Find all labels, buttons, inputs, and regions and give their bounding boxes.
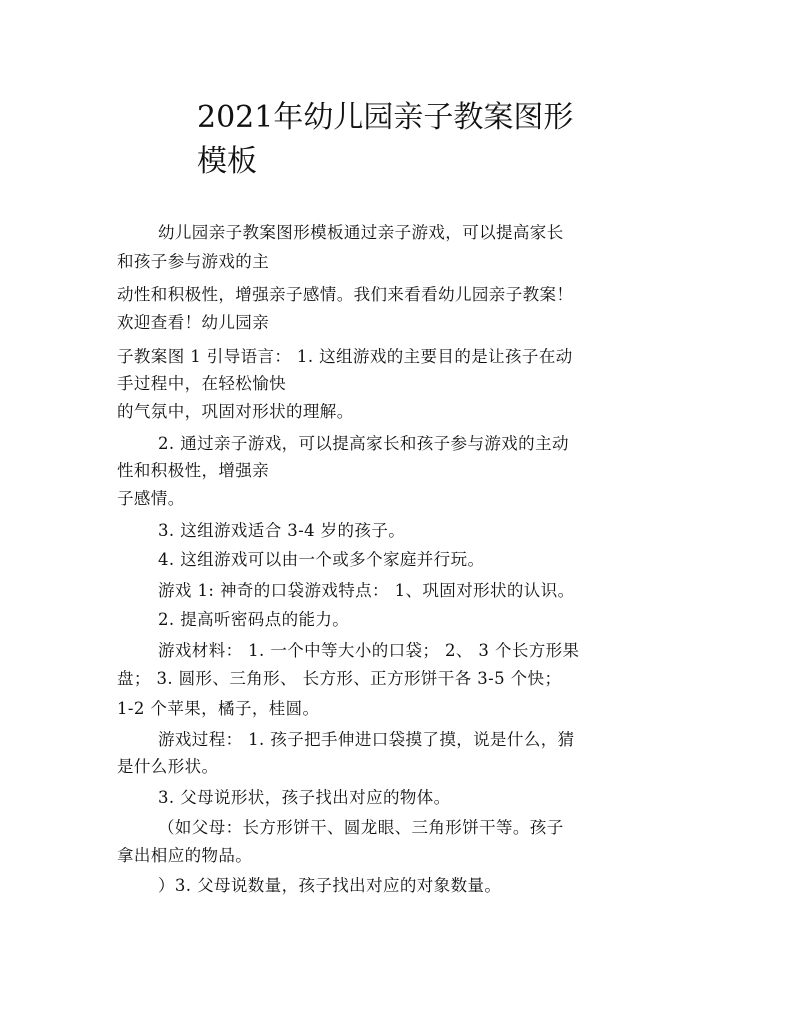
body-line: 子感情。 [117, 489, 185, 508]
body-line: （如父母：长方形饼干、圆龙眼、三角形饼干等。孩子 [158, 818, 564, 837]
document-title [197, 96, 573, 184]
body-line: 是什么形状。 [117, 757, 219, 776]
body-line: 1-2 个苹果，橘子，桂圆。 [117, 699, 320, 718]
body-line: 拿出相应的物品。 [117, 846, 253, 865]
body-line: 4. 这组游戏可以由一个或多个家庭并行玩。 [158, 550, 485, 569]
body-line: 子教案图 1 引导语言： 1. 这组游戏的主要目的是让孩子在动 [117, 347, 573, 366]
body-line: 游戏材料： 1. 一个中等大小的口袋； 2、 3 个长方形果 [158, 641, 580, 660]
title-line-2: 模板 [197, 144, 257, 179]
body-line: 幼儿园亲子教案图形模板通过亲子游戏，可以提高家长 [158, 223, 564, 242]
body-line: 和孩子参与游戏的主 [117, 252, 270, 271]
body-line: 3. 这组游戏适合 3-4 岁的孩子。 [158, 521, 406, 540]
body-line: 欢迎查看！幼儿园亲 [117, 313, 270, 332]
body-line: 手过程中，在轻松愉快 [117, 374, 286, 393]
body-line: ）3. 父母说数量，孩子找出对应的对象数量。 [158, 876, 502, 895]
body-line: 动性和积极性，增强亲子感情。我们来看看幼儿园亲子教案！ [117, 285, 574, 304]
body-line: 盘； 3. 圆形、三角形、 长方形、正方形饼干各 3-5 个快； [117, 669, 562, 688]
body-line: 性和积极性，增强亲 [117, 461, 270, 480]
body-line: 游戏过程： 1. 孩子把手伸进口袋摸了摸，说是什么，猜 [158, 730, 575, 749]
body-line: 2. 提高听密码点的能力。 [158, 610, 350, 629]
title-line-1: 2021年幼儿园亲子教案图形 [197, 100, 574, 135]
body-line: 的气氛中，巩固对形状的理解。 [117, 402, 354, 421]
body-line: 游戏 1: 神奇的口袋游戏特点： 1、巩固对形状的认识。 [158, 581, 575, 600]
body-line: 2. 通过亲子游戏，可以提高家长和孩子参与游戏的主动 [158, 434, 569, 453]
body-line: 3. 父母说形状，孩子找出对应的物体。 [158, 788, 451, 807]
